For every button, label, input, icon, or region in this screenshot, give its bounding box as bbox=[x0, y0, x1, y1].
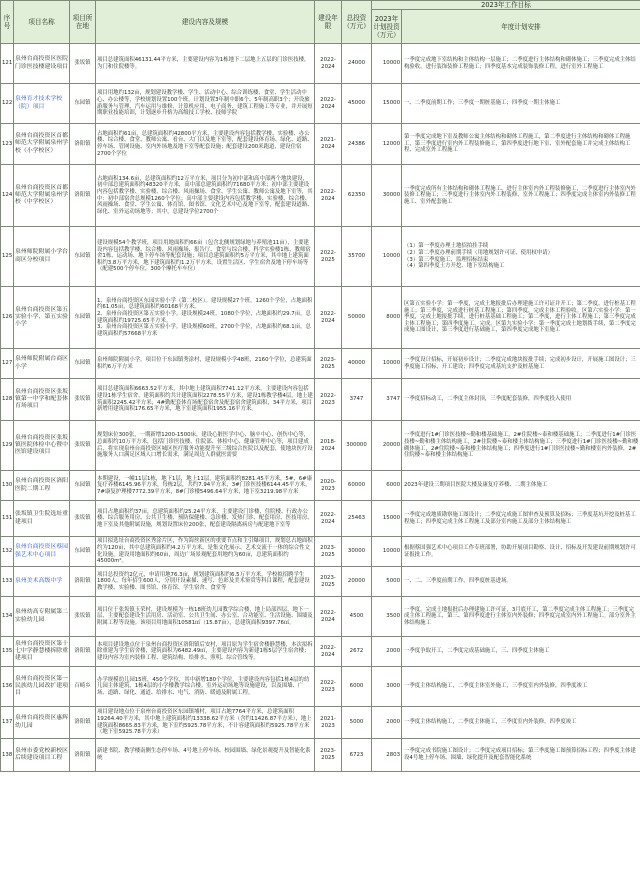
row-content: 本项目建设地点位于泉州台商投资区洛阳镇后安村，项目原为学生宿舍楼静慧楼，本次拟拆除重建为学生宿舍楼，建筑面积为6482.49㎡，主要建设内容为新建1栋5层学生宿舍楼；建设内容为室内装修工程、建筑结构、给排水、照明、综合管线等。 bbox=[96, 637, 315, 667]
row-plan-investment: 15000 bbox=[372, 84, 402, 124]
row-location: 洛阳镇 bbox=[70, 637, 96, 667]
row-content: 规划床位300张，一期新增1200-1500床，建设心脏医学中心、脑卒中心、创伤中心等，总面积约10万平方米，包括门诊医技楼、住院部、体检中心、健康管理中心等，项目建成后，将实现泉州台商投资区城区医疗服务功能提升至三级综合医院以及配套，使地块医疗设施服务人口满足区域人口增长需求，满足周边人群就医需要 bbox=[96, 421, 315, 471]
row-project-name: 泉州台商投资区惠辉幼儿园 bbox=[14, 707, 70, 739]
table-row bbox=[1, 637, 640, 667]
row-location: 张坂镇 bbox=[70, 379, 96, 421]
row-period: 2022-2024 bbox=[315, 84, 342, 124]
row-seq: 129 bbox=[1, 421, 14, 471]
row-content: 占地面积134.6亩，总建筑面积约12万平方米，项目分为初中部和高中部两个地块建设，初中部总建筑面积约48320平方米，高中部总建筑面积约71680平方米；初中部主要建设内容包括教学楼、实验楼、综合楼、风雨操场、食堂、学生公寓、教师公寓及地下室等，其中：初中部宿舍总规模1260个学位；高中部主要建设内容包括教学楼、实验楼、综合楼、风雨操场、食堂、学生公寓、体育馆、图书馆、文化艺术中心及地下室等，配套建设道路、绿化、室外运动场地等；其中，总建设学位2700个 bbox=[96, 165, 315, 227]
row-plan-investment: 5000 bbox=[372, 567, 402, 597]
row-total-investment: 4500 bbox=[342, 597, 372, 637]
row-annual-plan: （1）第一季度办理土地招拍挂手续 （2）第二季度办理前期手续（用地规划许可证、使用权申请） （3）第三季度施工、监理招标结束 （4）第四季度土方开挖、地下室结构施工 bbox=[402, 227, 640, 287]
row-total-investment: 24386 bbox=[342, 124, 372, 165]
row-annual-plan: 第一季度完成地下室及教师公寓主体结构和砌体工程施工，第二季度进行主体结构和砌体工程施工，第三季度进行室内外工程装修施工，第四季度进行地下室、室外配套施工并完成主体结构工程、完成室外工程施工 bbox=[402, 124, 640, 165]
row-location: 洛阳镇 bbox=[70, 567, 96, 597]
row-seq: 127 bbox=[1, 349, 14, 379]
row-total-investment: 24000 bbox=[342, 44, 372, 84]
row-content: 建设规模54个教学班，项目用地面积约66亩（包含北侧规划绿地与养殖池11亩），主要建设内容包括教学楼、综合楼、风雨操场、报告厅、食堂与综合楼、科学实验楼1栋、教师宿舍1栋、运动场、地下停车场等配套设施；项目总建筑面积约5万平方米，其中地上建筑面积约3.8万平方米，地下建筑面积约1.2万平方米，设置生活区、学生宿舍及地下停车场等（配建500个停车位，300个摩托车车位） bbox=[96, 227, 315, 287]
row-location: 洛阳镇 bbox=[70, 165, 96, 227]
row-period: 2018-2024 bbox=[315, 421, 342, 471]
row-location: 东园镇 bbox=[70, 537, 96, 567]
row-period: 2022-2024 bbox=[315, 637, 342, 667]
row-content: 项目位于张坂镇玉荣村，建设规模为一栋18班幼儿园教学综合楼，地上局部四层，地下一层，主要配套建设生活用房、活动室、公共卫生间、办公室、合功能室、生活设施、围墙及附属工程等设施。该项目用地面积10581㎡（15.87亩），总建筑面积9397.76㎡。 bbox=[96, 597, 315, 637]
row-period: 2022-2023 bbox=[315, 667, 342, 707]
row-content: 项目总建筑面积6663.52平方米，其中地上建筑面积7741.12平方米，主要建设内容包括建设1栋学生宿舍，建筑面积约共计建筑面积2278.55平方米，建设1栋教学楼4层，地上建筑面积2245.42平方米，4#勤配套体育场配套宿舍及配套宿舍建筑面积，34平方米，项目新增用建筑面积176.65平方米，地下室建筑面积1955.16平方米。 bbox=[96, 379, 315, 421]
row-project-name: 泉州台商投资区张坂镇医院体检中心暨中医馆建设项目 bbox=[14, 421, 70, 471]
row-project-name: 泉州市委党校新校区后续建设项目工程 bbox=[14, 739, 70, 772]
row-period: 2022-2025 bbox=[315, 227, 342, 287]
row-period: 2022-2024 bbox=[315, 287, 342, 349]
row-annual-plan: 一季度主体结构施工，二季度主体室外施工，三季度室内外装修，四季度竣工 bbox=[402, 667, 640, 707]
table-body bbox=[1, 44, 640, 772]
table-row bbox=[1, 421, 640, 471]
row-total-investment: 20000 bbox=[342, 567, 372, 597]
row-location: 东园镇 bbox=[70, 84, 96, 124]
row-location: 洛阳镇 bbox=[70, 124, 96, 165]
table-row bbox=[1, 667, 640, 707]
row-total-investment: 2672 bbox=[342, 637, 372, 667]
row-total-investment: 50000 bbox=[342, 287, 372, 349]
row-plan-investment: 8000 bbox=[372, 287, 402, 349]
header-goal: 2023年工作目标 bbox=[372, 1, 640, 10]
table-row bbox=[1, 287, 640, 349]
row-location: 百崎乡 bbox=[70, 667, 96, 707]
row-total-investment: 30000 bbox=[342, 537, 372, 567]
row-period: 2020-2023 bbox=[315, 471, 342, 501]
row-project-name: 泉州台商投资区医院门诊医技楼建设项目 bbox=[14, 44, 70, 84]
table-row bbox=[1, 165, 640, 227]
row-annual-plan: 一季度招标动工，二季度主体封顶，三季度配套装修，四季度投入使用 bbox=[402, 379, 640, 421]
row-project-name: 泉州台商投资区第一民族幼儿园改扩建项目 bbox=[14, 667, 70, 707]
row-total-investment: 300000 bbox=[342, 421, 372, 471]
row-seq: 137 bbox=[1, 707, 14, 739]
row-content: 项目用地约132亩，规划建设教学楼、学生、活动中心、综合训练楼、食堂、学生活动中心、办公楼等，学校规划设置100个班，计划设置3年制中职6个、5年制高职3个；开设旅游服务与管理、汽车运用与维修、计算机应用、电子商务、建筑工程施工等专业，并开展短期职业技能培训，计划逐步升格为高级技工学校、技师学院 bbox=[96, 84, 315, 124]
header-plan-invest: 2023年计划投资（万元） bbox=[372, 10, 402, 44]
table-row bbox=[1, 501, 640, 537]
row-content: 1、泉州台商投资区东园实验小学（第二校区）。建设规模27个班，1260个学位，占地面积约61.05亩，总建筑面积约60168平方米。 2、泉州台商投资区第五实验小学。建设规模24班，1080个学位，占地面积约29.7亩，总建筑面积约19725.65平方米。 3、泉州台商投资区第五实验小学。建设规模60班，2700个学位，占地面积约68.1亩，总建筑面积约57668平方米 bbox=[96, 287, 315, 349]
row-location: 张坂镇 bbox=[70, 421, 96, 471]
table-row bbox=[1, 44, 640, 84]
row-content: 办学规模幼儿园15班，450个学位，其中新增180个学位，主要建设内容包括1栋4层的幼儿园主体建筑，1栋4层的小学楼教学综合楼。室外运动场地等设施建设，以及围墙、广场、道路、绿化、通道、给排水、电气、消防、暖通及附属工程。 bbox=[96, 667, 315, 707]
row-annual-plan: 一季度主体结构施工，二季度主体施工，三季度室内外装修，四季度竣工 bbox=[402, 707, 640, 739]
row-seq: 124 bbox=[1, 165, 14, 227]
row-total-investment: 62350 bbox=[342, 165, 372, 227]
row-annual-plan: 一季度完成所有主体结构和砌体工程施工、进行主体室内外工程装修施工，二季度进行主体室内外装修工程施工；三季度进行主体室内外工程装修、室外工程施工；四季度完成主体室内外装修工程施工、室外配套施工 bbox=[402, 165, 640, 227]
row-plan-investment: 15000 bbox=[372, 501, 402, 537]
row-seq: 123 bbox=[1, 124, 14, 165]
row-location: 洛阳镇 bbox=[70, 739, 96, 772]
row-period: 2022-2024 bbox=[315, 165, 342, 227]
row-period: 2022-2024 bbox=[315, 501, 342, 537]
row-project-name: 泉州台商投资区首都师范大学附属泉州学校（中学校区） bbox=[14, 165, 70, 227]
row-period: 2022-2023 bbox=[315, 379, 342, 421]
row-annual-plan: 区第五实验小学：第一季度，完成土地报批后办理建施工许可证并开工；第二季度，进行桩基工程施工；第三季度，完成进行桩基工程施工；第四季度，完成主体工程验收。区第六实验小学：第一季度，完成土地报批手续，进行桩基基础工程施工；第二季度，进行主体工程施工；第三季度完成主体工程施工；第四季度施工，完成。区第九实验小学：第一季度完成土地划拨手续，第二季度完成施工图设计，第三季度进行基础施工，第四季度完成地下室施工 bbox=[402, 287, 640, 349]
row-seq: 126 bbox=[1, 287, 14, 349]
row-plan-investment: 3000 bbox=[372, 667, 402, 707]
table-row bbox=[1, 84, 640, 124]
row-content: 项目拟选址台商投资区秀涂片区，作为海丝新区的重要节点和主引爆项目，规划总占地面积约为120亩，其中总建筑面积约4.2万平方米，是集文化展示、艺术交流于一体的综合性文化设施，建设用地面积约60亩，周边广场景观配套用地约为60亩，总建筑面积约45000m²。 bbox=[96, 537, 315, 567]
row-location: 张坂镇 bbox=[70, 597, 96, 637]
row-annual-plan: 一季度，完成土地报批后办理建施工许可证，3月底开工，第二季度完成主体工程施工；三季度完成主体工程施工，第三、第四季度进行主体室内外装修；四季度完成室内外工程施工。部分室外主体结构施工 bbox=[402, 597, 640, 637]
row-seq: 135 bbox=[1, 637, 14, 667]
row-annual-plan: 一季度进行1#门诊医技楼~勤和楼基础施工，2#住院楼~泰和楼基础施工；二季度进行1#门诊医技楼~勤和楼主体结构施工，2#住院楼~泰和楼主体结构施工；三季度进行1#门诊医技楼~勤和楼砌体施工，2#住院楼~泰和楼主体结构施工；四季度进行1#门诊医技楼~勤和楼室内外装修，2#住院楼~泰和楼主体结构施工 bbox=[402, 421, 640, 471]
row-plan-investment: 10000 bbox=[372, 44, 402, 84]
row-annual-plan: 一季度完成地下室结构和主体结构一层施工；二季度进行主体结构和砌体施工；三季度完成主体结构验收，进行装饰装修工程施工；四季度基本完成装饰装修工程，进行室外工程施工 bbox=[402, 44, 640, 84]
row-total-investment: 45000 bbox=[342, 84, 372, 124]
row-seq: 133 bbox=[1, 567, 14, 597]
row-content: 项目占地面积约37亩，总建筑面积约25.24平方米，主要建设门诊楼、住院楼、行政办公楼、综合服务用房、公共卫生楼、预防保健楼、急诊楼、发热门诊、配套用房、医技用房、地下室及其他附属设施，规划设置床位200张，配套建设隔离病房与配建地下室等 bbox=[96, 501, 315, 537]
header-location: 项目所在地 bbox=[70, 1, 96, 44]
row-seq: 132 bbox=[1, 537, 14, 567]
row-total-investment: 35700 bbox=[342, 227, 372, 287]
header-name: 项目名称 bbox=[14, 1, 70, 44]
row-annual-plan: 根据蔡国强艺术中心项目工作专班部署，协助开展项目勘察、设计、招标及开发建设前期规划许可证报批工作。 bbox=[402, 537, 640, 567]
header-plan: 年度计划安排 bbox=[402, 10, 640, 44]
row-plan-investment: 20000 bbox=[372, 421, 402, 471]
row-content: 项目建设地点位于泉州台商投资区东园镇埔村，项目占地7764平方米，总建筑面积19264.40平方米，其中地上建筑面积约13338.62平方米（含约11426.87平方米），地上建筑面积8665.83平方米，地下室约5925.78平方米，不计容建筑面积约5925.78平方米（地下室5925.78平方米） bbox=[96, 707, 315, 739]
row-seq: 121 bbox=[1, 44, 14, 84]
row-seq: 128 bbox=[1, 379, 14, 421]
row-seq: 136 bbox=[1, 667, 14, 707]
header-seq: 序号 bbox=[1, 1, 14, 44]
row-annual-plan: 一季度完成地质勘察施工图设计；二季度完成施工图审查及预算及招标；三季度基坑开挖及桩基工程施工；四季度完成主体工程施工及部分室内施工及部分主体结构施工 bbox=[402, 501, 640, 537]
row-plan-investment: 2000 bbox=[372, 637, 402, 667]
row-total-investment: 60000 bbox=[342, 471, 372, 501]
row-plan-investment: 3500 bbox=[372, 597, 402, 637]
row-seq: 125 bbox=[1, 227, 14, 287]
row-location: 张坂镇 bbox=[70, 501, 96, 537]
row-content: 项目总投资约2亿元，申请用地76.3亩，规划建筑面积约6.5万平方米，学校拟招聘学生1800人，每年招生600人，分别开设素描、速写、色彩及美术鉴赏等科目课程，配套建设教学楼、实验楼、图书馆、体育馆、学生宿舍、食堂等 bbox=[96, 567, 315, 597]
row-annual-plan: 一季度设计招标，开展初步设计；二季度完成地块报批手续；完成初步设计，开展施工图设计；三季度施工招标，开工建设；四季度完成基坑支护及桩基施工 bbox=[402, 349, 640, 379]
header-period: 建设年限 bbox=[315, 1, 342, 44]
row-content: 项目总建筑面积46131.44平方米，主要建设内容为1栋地下二层地上五层的门诊医技楼，为门和住院楼等。 bbox=[96, 44, 315, 84]
row-location: 东园镇 bbox=[70, 227, 96, 287]
header-total: 总投资（万元） bbox=[342, 1, 372, 44]
row-total-investment: 6723 bbox=[342, 739, 372, 772]
row-period: 2023-2025 bbox=[315, 537, 342, 567]
row-annual-plan: 一季度完成书院施工图设计；二季度完成项目招标；第三季度施工图预算招标工程；四季度主体建设4号地上停车场、围墙、绿化提升及配套智能化系统 bbox=[402, 739, 640, 772]
row-total-investment: 5000 bbox=[342, 707, 372, 739]
row-plan-investment: 30000 bbox=[372, 165, 402, 227]
row-total-investment: 25463 bbox=[342, 501, 372, 537]
row-annual-plan: 一、二、三季度前期工作，四季度桩基进场。 bbox=[402, 567, 640, 597]
row-project-name: 泉州美术高级中学 bbox=[14, 567, 70, 597]
row-plan-investment: 12000 bbox=[372, 124, 402, 165]
row-plan-investment: 10000 bbox=[372, 537, 402, 567]
row-period: 2023-2025 bbox=[315, 739, 342, 772]
row-project-name: 泉州台商投资区首都师范大学附属泉州学校（小学校区） bbox=[14, 124, 70, 165]
row-location: 洛阳镇 bbox=[70, 707, 96, 739]
table-row bbox=[1, 124, 640, 165]
row-content: 新建书院、教学楼南侧生态停车场、4号地上停车场、校园围墙、绿化景观提升及智能化系统 bbox=[96, 739, 315, 772]
row-project-name: 泉州台商投资区张坂镇第一中学和配套体育场项目 bbox=[14, 379, 70, 421]
row-plan-investment: 10000 bbox=[372, 349, 402, 379]
row-project-name: 泉州台商投资区第五实验小学、第五实验小学 bbox=[14, 287, 70, 349]
row-annual-plan: 2023年建设三期项目医院大楼及康复疗养楼、二期主体施工 bbox=[402, 471, 640, 501]
row-seq: 122 bbox=[1, 84, 14, 124]
table-row bbox=[1, 597, 640, 637]
row-seq: 130 bbox=[1, 471, 14, 501]
row-project-name: 泉州师院附属台商区小学 bbox=[14, 349, 70, 379]
row-location: 东园镇 bbox=[70, 471, 96, 501]
table-row bbox=[1, 349, 640, 379]
row-project-name: 泉州台商投资区第十七中学静慧楼拆除重建项目 bbox=[14, 637, 70, 667]
row-content: 泉州师院附属小学，项目位于东园镇秀涂村，建设规模小学48班，2160个学位，总建筑面积约6万平方米 bbox=[96, 349, 315, 379]
row-plan-investment: 3747 bbox=[372, 379, 402, 421]
row-seq: 138 bbox=[1, 739, 14, 772]
row-project-name: 张坂镇卫生院选址重建项目 bbox=[14, 501, 70, 537]
row-project-name: 泉州幼高专附属第二实验幼儿园 bbox=[14, 597, 70, 637]
row-plan-investment: 2000 bbox=[372, 707, 402, 739]
row-plan-investment: 10000 bbox=[372, 227, 402, 287]
row-period: 2023-2025 bbox=[315, 349, 342, 379]
row-project-name: 泉州台商投资区洛阳医院二期工程 bbox=[14, 471, 70, 501]
row-seq: 134 bbox=[1, 597, 14, 637]
row-location: 张坂镇 bbox=[70, 44, 96, 84]
table-row bbox=[1, 227, 640, 287]
row-period: 2021-2023 bbox=[315, 707, 342, 739]
row-period: 2022-2024 bbox=[315, 44, 342, 84]
row-project-name: 泉州育才技术学校（院）项目 bbox=[14, 84, 70, 124]
row-location: 东园镇 bbox=[70, 349, 96, 379]
row-plan-investment: 6000 bbox=[372, 471, 402, 501]
row-seq: 131 bbox=[1, 501, 14, 537]
table-row bbox=[1, 567, 640, 597]
table-row bbox=[1, 739, 640, 772]
table-row bbox=[1, 471, 640, 501]
table-row bbox=[1, 379, 640, 421]
row-plan-investment: 2803 bbox=[372, 739, 402, 772]
row-period: 2022-2024 bbox=[315, 597, 342, 637]
row-location: 东园镇 bbox=[70, 287, 96, 349]
row-period: 2023-2025 bbox=[315, 567, 342, 597]
row-total-investment: 3747 bbox=[342, 379, 372, 421]
row-project-name: 泉州台商投资区蔡园强艺术中心项目 bbox=[14, 537, 70, 567]
row-content: 本期建设，一幢11层1栋，地下1层，地上11层，建筑面积约8281.45平方米，5#、6#康复疗养楼6145.96平方米，每栋2层，共约7.94平方米，3#门诊医技楼6144.45平方米，7#康复护理楼7772.39平方米，8#门诊楼5496.64平方米，地下室3219.98平方米 bbox=[96, 471, 315, 501]
table-row bbox=[1, 537, 640, 567]
table-row bbox=[1, 707, 640, 739]
row-annual-plan: 一季度争取开工，二季度完成基础施工，三、四季度主体施工 bbox=[402, 637, 640, 667]
header-content: 建设内容及规模 bbox=[96, 1, 315, 44]
row-content: 占地面积约61亩，总建筑面积约42800平方米，主要建设内容包括教学楼、实验楼、办公楼、综合楼、食堂、教师公寓、看台、大门以及地下室等，配套建设体育场、绿化、道路、停车场、管网设施、室内外场地及地下室等配套设施；配套建设200米跑道，建设住宿2700个学位 bbox=[96, 124, 315, 165]
row-period: 2021-2024 bbox=[315, 124, 342, 165]
row-annual-plan: 一、二季度前期工作；三季度一期桩基施工；四季度一期主体施工 bbox=[402, 84, 640, 124]
row-total-investment: 40000 bbox=[342, 349, 372, 379]
row-project-name: 泉州师院附属小学台商区分校项目 bbox=[14, 227, 70, 287]
row-total-investment: 6000 bbox=[342, 667, 372, 707]
